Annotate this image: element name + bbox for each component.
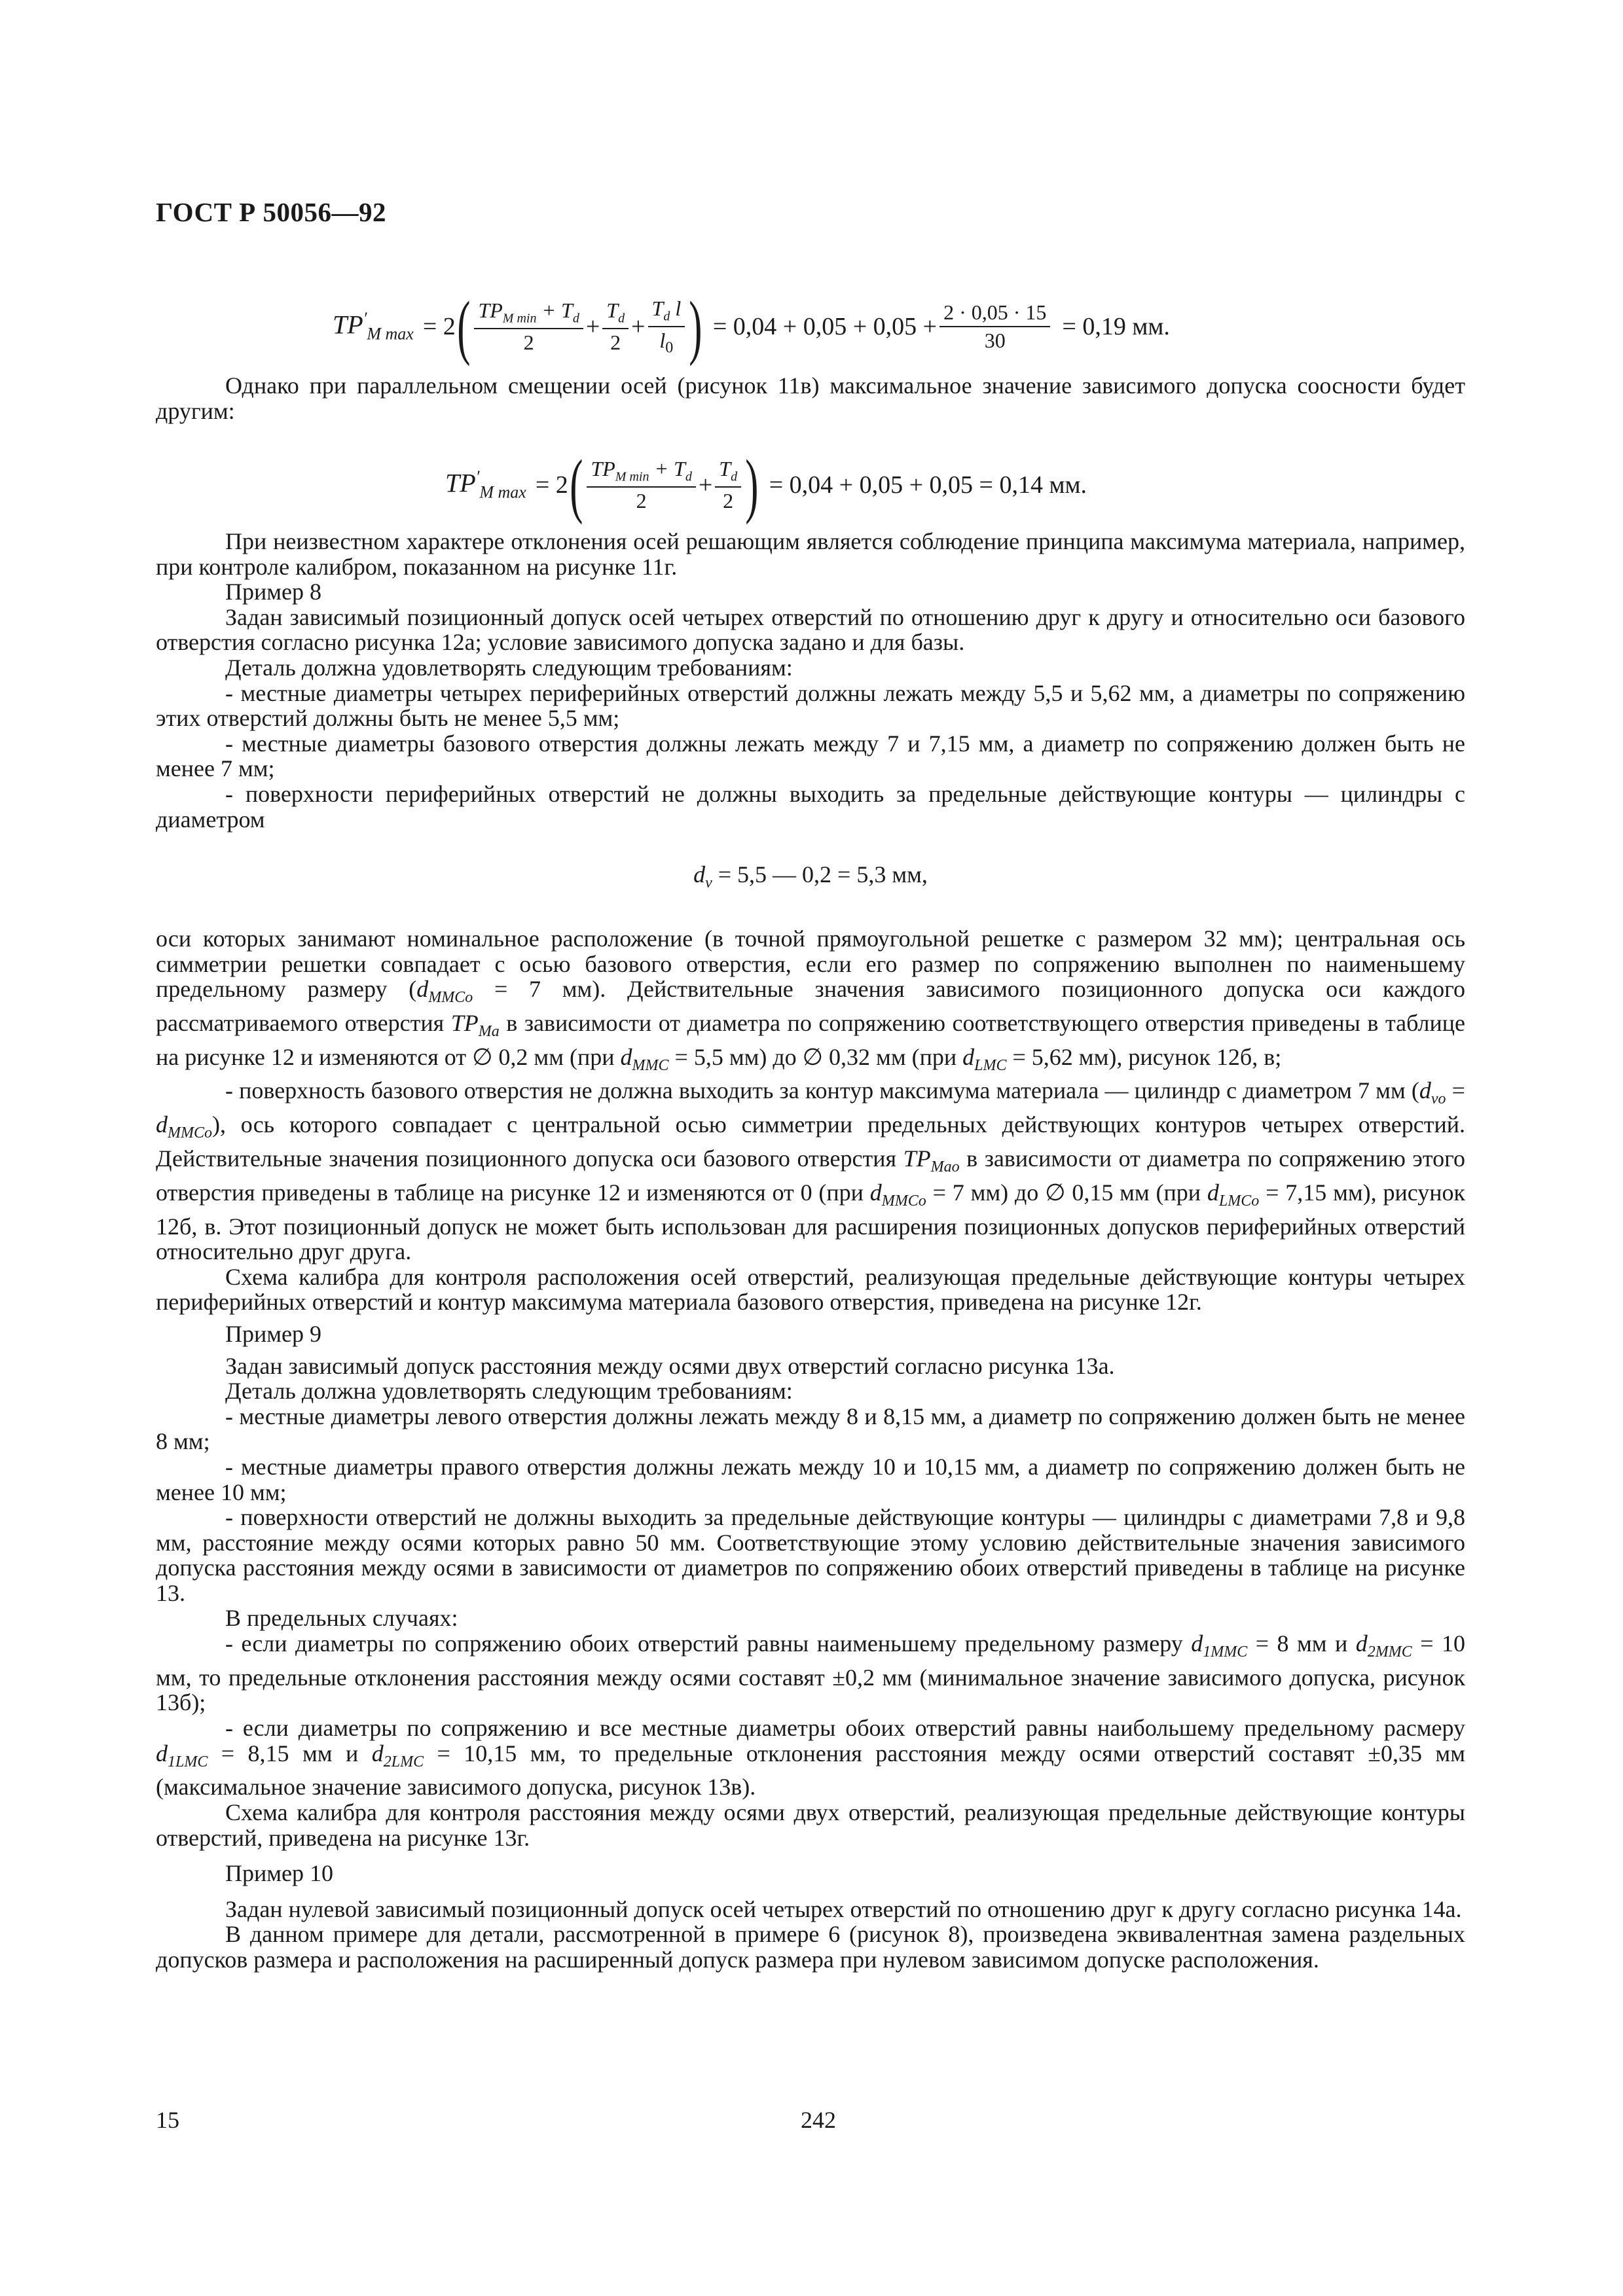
paragraph: Схема калибра для контроля расположения осей отверстий, реализующая предельные действующие контуры четырех периферийных отверстий и контур максимума материала базового отверстия, приведена на рисунке 12г. [156, 1263, 1465, 1316]
list-item: - поверхности периферийных отверстий не должны выходить за предельные действующие контуры — цилиндры с диаметром [156, 780, 1465, 833]
formula-lhs: $TP'_{M max}$ [333, 309, 414, 344]
list-item: - местные диаметры левого отверстия должны лежать между 8 и 8,15 мм, а диаметр по сопряжению должен быть не менее 8 мм; [156, 1403, 1465, 1455]
formula-tp-max-2: $TP'_{M max}$ = 2 ( $\frac{TP_{M min} + T_d}{2}$ + $\frac{T_d}{2}$ ) = 0,04 + 0,05 + 0,05 = 0,14 мм. [445, 445, 1087, 525]
formula-prefix: = 2 [535, 471, 568, 499]
fraction: $\frac{2 \cdot 0,05 \cdot 15}{30}$ [939, 300, 1050, 353]
formula-result: = 0,04 + 0,05 + 0,05 = 0,14 мм. [769, 471, 1087, 499]
left-paren: ( [570, 445, 583, 525]
list-item: - поверхность базового отверстия не должна выходить за контур максимума материала — цилиндр с диаметром 7 мм $(d_{vo} = d_{MMCo})$, ось которого совпадает с центральной осью симметрии предельных действующих контуров четырех отверстий. Действительные значения позиционного допуска оси базового отверстия $TP_{Mao}$ в зависимости от диаметра по сопряжению этого отверстия приведены в таблице на рисунке 12 и изменяются от 0 (при $d_{MMCo} = 7$ мм) до ∅ 0,15 мм (при $d_{LMCo} = 7,15$ мм), рисунок 12б, в. Этот позиционный допуск не может быть использован для расширения позиционных допусков периферийных отверстий относительно друг друга. [156, 1077, 1465, 1265]
list-item: - местные диаметры базового отверстия должны лежать между 7 и 7,15 мм, а диаметр по сопряжению должен быть не менее 7 мм; [156, 730, 1465, 782]
paragraph: При неизвестном характере отклонения осей решающим является соблюдение принципа максимума материала, например, при контроле калибром, показанном на рисунке 11г. [156, 528, 1465, 580]
fraction: $\frac{T_d}{2}$ [602, 298, 629, 354]
paragraph: В данном примере для детали, рассмотренной в примере 6 (рисунок 8), произведена эквивалентная замена раздельных допусков размера и расположения на расширенный допуск размера при нулевом зависимом допуске расположения. [156, 1921, 1465, 1973]
right-paren: ) [689, 287, 702, 367]
paragraph: Схема калибра для контроля расстояния между осями двух отверстий, реализующая предельные действующие контуры отверстий, приведена на рисунке 13г. [156, 1799, 1465, 1851]
footer-left-number: 15 [156, 2107, 179, 2133]
fraction: $\frac{T_d l}{l_0}$ [648, 296, 685, 357]
paragraph: Задан зависимый позиционный допуск осей четырех отверстий по отношению друг к другу и относительно оси базового отверстия согласно рисунка 12а; условие зависимого допуска задано и для базы. [156, 603, 1465, 656]
formula-prefix: = 2 [422, 313, 456, 340]
list-item: - если диаметры по сопряжению обоих отверстий равны наименьшему предельному размеру $d_{1MMC} = 8$ мм и $d_{2MMC} = 10$ мм, то предельные отклонения расстояния между осями составят ±0,2 мм (минимальное значение зависимого допуска, рисунок 13б); [156, 1630, 1465, 1716]
paragraph: Деталь должна удовлетворять следующим требованиям: [225, 1378, 793, 1405]
right-paren: ) [745, 445, 759, 525]
list-item: - местные диаметры четырех периферийных отверстий должны лежать между 5,5 и 5,62 мм, а диаметры по сопряжению этих отверстий должны быть не менее 5,5 мм; [156, 679, 1465, 732]
list-item: - если диаметры по сопряжению и все местные диаметры обоих отверстий равны наибольшему предельному расмеру $d_{1LMC} = 8,15$ мм и $d_{2LMC} = 10,15$ мм, то предельные отклонения расстояния между осями отверстий составят ±0,35 мм (максимальное значение зависимого допуска, рисунок 13в). [156, 1715, 1465, 1801]
equation-dv: $d_v = 5,5$ — 0,2 = 5,3 мм, [693, 861, 928, 892]
fraction: $\frac{T_d}{2}$ [715, 457, 741, 512]
fraction: $\frac{TP_{M min} + T_d}{2}$ [587, 457, 695, 512]
formula-tp-max-1: $TP'_{M max}$ = 2 ( $\frac{TP_{M min} + T_d}{2}$ + $\frac{T_d}{2}$ + $\frac{T_d l}{l_0}$ ) = 0,04 + 0,05 + 0,05 + $\frac{2 \cdot 0,05 \cdot 15}{30}$ = 0,19 мм. [333, 287, 1170, 367]
example-heading: Пример 10 [225, 1860, 334, 1887]
paragraph: Задан нулевой зависимый позиционный допуск осей четырех отверстий по отношению друг к другу согласно рисунка 14а. [225, 1895, 1462, 1922]
document-header: ГОСТ Р 50056—92 [156, 197, 386, 227]
paragraph: Деталь должна удовлетворять следующим требованиям: [225, 654, 793, 681]
document-page [156, 0, 1465, 2296]
paragraph: В предельных случаях: [225, 1605, 458, 1632]
formula-middle: = 0,04 + 0,05 + 0,05 + [712, 313, 938, 340]
paragraph: оси которых занимают номинальное расположение (в точной прямоугольной решетке с размером 32 мм); центральная ось симметрии решетки совпадает с осью базового отверстия, если его размер по сопряжению выполнен по наименьшему предельному размеру ($d_{MMCo} = 7$ мм). Действительные значения зависимого позиционного допуска оси каждого рассматриваемого отверстия $TP_{Ma}$ в зависимости от диаметра по сопряжению соответствующего отверстия приведены в таблице на рисунке 12 и изменяются от ∅ 0,2 мм (при $d_{MMC} = 5,5$ мм) до ∅ 0,32 мм (при $d_{LMC} = 5,62$ мм), рисунок 12б, в; [156, 925, 1465, 1074]
text-block-1 [156, 373, 1465, 423]
formula-result: = 0,19 мм. [1062, 313, 1170, 340]
formula-lhs: $TP'_{M max}$ [445, 467, 526, 502]
example-heading: Пример 8 [225, 579, 322, 605]
example-heading: Пример 9 [225, 1320, 322, 1347]
paragraph: Задан зависимый допуск расстояния между осями двух отверстий согласно рисунка 13а. [225, 1352, 1115, 1379]
paragraph: Однако при параллельном смещении осей (рисунок 11в) максимальное значение зависимого допуска соосности будет другим: [156, 372, 1465, 424]
list-item: - поверхности отверстий не должны выходить за предельные действующие контуры — цилиндры с диаметрами 7,8 и 9,8 мм, расстояние между осями которых равно 50 мм. Соответствующие этому условию действительные значения зависимого допуска расстояния между осями в зависимости от диаметров по сопряжению обоих отверстий приведены в таблице на рисунке 13. [156, 1504, 1465, 1606]
left-paren: ( [457, 287, 471, 367]
fraction: $\frac{TP_{M min} + T_d}{2}$ [474, 298, 583, 354]
text-block-2 [156, 529, 1465, 1973]
list-item: - местные диаметры правого отверстия должны лежать между 10 и 10,15 мм, а диаметр по сопряжению должен быть не менее 10 мм; [156, 1453, 1465, 1505]
page-number: 242 [801, 2107, 836, 2133]
